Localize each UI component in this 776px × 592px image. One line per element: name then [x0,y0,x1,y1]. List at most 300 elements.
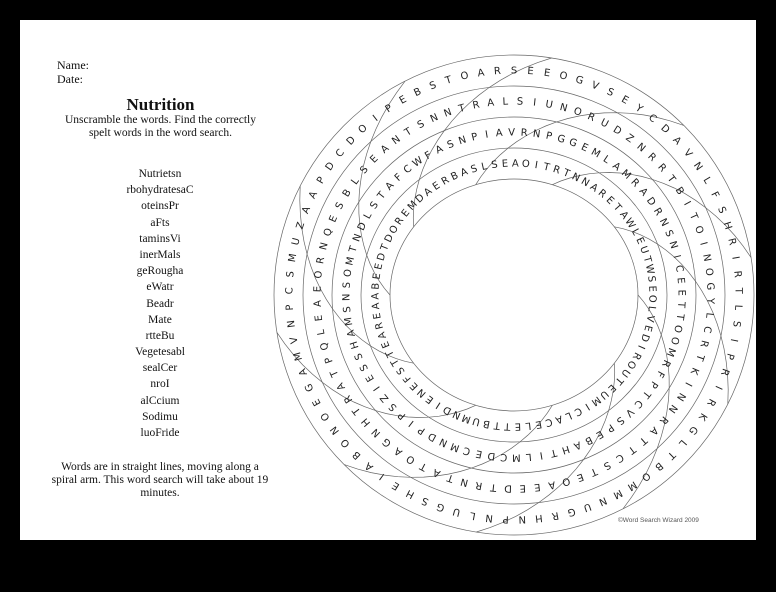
puzzle-letter: S [445,138,456,152]
puzzle-letter: A [300,205,314,216]
ring-boundary [361,148,667,442]
puzzle-letter: R [393,215,407,228]
puzzle-letter: T [664,173,678,186]
puzzle-letter: R [585,111,597,124]
puzzle-letter: S [387,400,400,413]
puzzle-letter: S [510,65,518,77]
puzzle-letter: L [700,175,713,186]
puzzle-letter: I [727,337,740,343]
puzzle-letter: D [355,220,370,233]
puzzle-letter: P [284,304,296,311]
puzzle-letter: V [681,147,695,160]
puzzle-letter: A [376,330,389,341]
puzzle-letter: E [312,285,324,293]
puzzle-letter: L [645,305,657,313]
puzzle-letter: C [284,287,296,295]
puzzle-letter: A [312,299,324,308]
puzzle-letter: C [572,404,584,418]
puzzle-letter: L [676,437,689,449]
puzzle-letter: K [695,410,709,423]
puzzle-letter: O [318,410,333,423]
puzzle-letter: N [665,402,680,415]
puzzle-letter: A [547,478,557,491]
puzzle-letter: L [349,175,362,187]
puzzle-letter: R [520,127,528,140]
puzzle-letter: D [344,134,358,148]
puzzle-letter: N [484,511,494,524]
puzzle-letter: U [451,505,462,518]
puzzle-letter: R [725,237,738,247]
puzzle-letter: B [412,86,424,100]
puzzle-letter: E [371,311,384,320]
puzzle-letter: R [731,270,743,279]
puzzle-letter: Z [378,391,392,404]
puzzle-letter: U [637,244,651,256]
spiral-word-search [20,20,756,540]
puzzle-letter: T [640,255,653,264]
puzzle-letter: T [350,404,364,417]
puzzle-letter: R [595,187,609,201]
puzzle-letter: P [544,130,553,143]
puzzle-letter: T [693,352,706,363]
ring-boundary [387,179,638,411]
puzzle-letter: R [629,350,643,362]
puzzle-letter: U [544,99,554,112]
puzzle-letter: E [313,314,326,322]
worksheet-title: Nutrition [126,95,195,114]
puzzle-letter: R [315,256,328,265]
puzzle-letter: H [359,415,373,429]
puzzle-letter: R [342,392,356,405]
scrambled-word: Beadr [146,297,174,310]
puzzle-letter: F [708,190,721,201]
puzzle-letter: C [462,444,472,457]
puzzle-letter: I [371,113,381,125]
puzzle-letter: P [396,409,409,422]
puzzle-letter: A [571,438,583,452]
spiral-arm-divider [476,363,614,532]
puzzle-letter: T [493,419,501,431]
puzzle-letter: R [628,176,642,190]
puzzle-letter: S [645,275,657,283]
scrambled-word: nroI [150,378,170,391]
puzzle-letter: S [285,270,297,278]
puzzle-letter: M [588,393,603,408]
puzzle-letter: E [579,141,590,155]
puzzle-letter: U [471,414,482,428]
puzzle-letter: C [333,147,347,160]
puzzle-letter: O [387,223,401,236]
puzzle-letter: T [686,211,700,222]
puzzle-letter: I [582,400,592,412]
puzzle-letter: T [504,420,511,432]
puzzle-letter: E [397,94,409,107]
puzzle-letter: N [369,425,383,439]
puzzle-letter: E [633,235,647,247]
puzzle-letter: U [290,236,303,247]
puzzle-letter: M [344,255,357,267]
puzzle-letter: M [405,198,420,213]
puzzle-letter: S [368,199,382,212]
puzzle-letter: N [518,513,527,525]
puzzle-letter: M [343,316,356,327]
scrambled-word: Vegetesabl [135,346,185,359]
puzzle-letter: O [342,268,355,278]
puzzle-letter: S [662,228,675,239]
puzzle-letter: Z [294,220,308,231]
puzzle-letter: M [618,167,633,182]
puzzle-letter: E [399,207,413,220]
puzzle-letter: I [533,160,539,172]
puzzle-letter: R [697,338,710,349]
puzzle-letter: Q [318,340,332,352]
puzzle-letter: C [631,397,645,410]
puzzle-letter: M [611,486,624,501]
puzzle-letter: D [486,449,496,462]
puzzle-letter: T [444,74,454,87]
puzzle-letter: E [474,447,484,460]
puzzle-letter: G [555,133,567,146]
puzzle-letter: E [430,180,443,193]
footer-note: Words are in straight lines, moving along a spiral arm. This word search will take about 19 minutes. [51,461,269,499]
worksheet [20,20,756,540]
puzzle-letter: G [380,435,394,449]
puzzle-letter: E [603,194,616,207]
puzzle-letter: M [286,252,300,264]
puzzle-letter: D [413,192,427,206]
puzzle-letter: R [493,65,502,78]
puzzle-letter: E [327,214,341,225]
puzzle-letter: S [341,281,353,289]
puzzle-letter: V [589,79,601,93]
puzzle-letter: O [404,452,418,466]
puzzle-letter: N [390,133,403,148]
puzzle-letter: S [604,86,616,100]
scrambled-word: rbohydratesaC [126,184,194,197]
puzzle-letter: F [423,149,434,163]
puzzle-letter: A [647,424,660,437]
puzzle-letter: L [525,450,533,463]
puzzle-letter: N [532,128,542,141]
puzzle-letter: A [383,180,397,193]
puzzle-letter: I [538,449,544,461]
puzzle-letter: Q [322,227,336,239]
puzzle-letter: R [718,366,731,378]
puzzle-letter: T [542,161,551,174]
puzzle-letter: S [428,79,439,93]
puzzle-letter: T [636,434,649,447]
puzzle-letter: A [345,328,358,338]
puzzle-letter: G [435,500,447,514]
puzzle-letter: N [428,112,441,126]
puzzle-letter: O [639,469,653,483]
puzzle-letter: O [702,267,715,277]
puzzle-letter: O [692,224,706,236]
puzzle-letter: T [561,167,572,180]
puzzle-letter: H [560,442,571,456]
puzzle-letter: E [310,396,324,408]
puzzle-letter: A [459,166,470,180]
date-label: Date: [57,72,83,86]
puzzle-letter: C [613,451,626,465]
puzzle-letter: O [356,122,370,137]
puzzle-letter: V [508,127,516,139]
puzzle-letter: G [686,423,700,437]
puzzle-letter: T [625,443,638,456]
puzzle-letter: S [358,362,371,373]
puzzle-letter: E [641,323,654,333]
spiral-arm-divider [359,81,405,295]
puzzle-letter: E [501,158,509,170]
puzzle-letter: I [377,470,387,482]
puzzle-letter: A [670,134,684,148]
puzzle-letter: O [646,294,658,303]
puzzle-letter: E [519,482,527,494]
puzzle-letter: P [647,378,660,390]
puzzle-letter: G [574,74,585,88]
scrambled-word: taminsVi [139,232,181,245]
scrambled-word: sealCer [142,362,178,375]
puzzle-letter: T [403,126,415,139]
puzzle-letter: O [571,105,583,119]
instructions: Unscramble the words. Find the correctly spelt words in the word search. [65,114,256,139]
puzzle-letter: W [642,263,656,276]
puzzle-letter: D [610,124,624,138]
copyright: ©Word Search Wizard 2009 [618,517,699,524]
puzzle-letter: N [558,102,569,115]
spiral-letters [284,66,743,525]
puzzle-letter: N [459,475,470,488]
puzzle-letter: L [502,96,509,108]
puzzle-letter: H [720,220,734,232]
puzzle-letter: U [597,387,611,402]
puzzle-letter: G [566,505,577,518]
puzzle-letter: T [588,465,599,478]
puzzle-letter: Y [704,297,716,305]
puzzle-letter: B [350,448,364,462]
puzzle-letter: I [682,380,694,388]
puzzle-letter: M [292,350,306,362]
puzzle-letter: R [645,151,658,164]
puzzle-letter: A [636,186,650,199]
puzzle-letter: S [394,364,408,377]
puzzle-letter: S [341,305,354,314]
puzzle-letter: E [379,339,393,350]
puzzle-letter: A [431,466,443,479]
puzzle-letter: T [612,374,625,387]
puzzle-letter: I [712,383,724,392]
ring-boundary [332,117,696,473]
puzzle-letter: O [558,70,569,83]
puzzle-letter: H [404,486,417,501]
puzzle-letter: L [480,161,489,174]
puzzle-letter: W [622,216,637,231]
puzzle-letter: B [370,282,383,291]
puzzle-letter: R [655,161,669,175]
puzzle-letter: Y [633,102,645,116]
puzzle-letter: M [625,478,639,493]
puzzle-letter: T [664,448,677,461]
puzzle-letter: A [378,143,392,156]
puzzle-letter: A [553,412,564,426]
puzzle-letter: B [482,417,492,430]
puzzle-letter: N [341,293,353,302]
puzzle-letter: I [407,417,417,429]
puzzle-letter: P [723,351,736,361]
puzzle-letter: E [526,65,535,78]
puzzle-letter: Z [623,132,636,146]
puzzle-letter: T [375,190,389,202]
puzzle-letter: V [643,314,656,323]
puzzle-letter: R [656,413,670,427]
scrambled-word: eWatr [146,281,174,294]
puzzle-letter: L [563,409,574,422]
puzzle-letter: E [543,67,551,80]
puzzle-letter: S [353,351,366,362]
puzzle-letter: H [534,511,544,524]
puzzle-letter: P [383,102,395,116]
puzzle-letter: S [715,205,728,216]
puzzle-letter: D [426,429,439,444]
puzzle-letter: S [420,494,431,508]
puzzle-letter: I [532,97,537,109]
puzzle-letter: D [441,403,454,417]
puzzle-letter: B [583,433,595,447]
puzzle-letter: R [439,174,452,188]
puzzle-letter: E [408,379,421,392]
puzzle-letter: D [375,251,389,263]
puzzle-letter: P [315,175,328,187]
puzzle-letter: L [315,328,328,337]
puzzle-letter: E [424,392,436,406]
puzzle-letter: O [671,323,684,334]
puzzle-letter: R [704,396,718,408]
puzzle-letter: E [373,262,386,271]
puzzle-letter: U [618,366,632,379]
puzzle-letter: O [339,436,353,450]
puzzle-letter: S [516,96,524,108]
puzzle-letter: R [474,478,484,491]
puzzle-letter: R [650,206,664,218]
puzzle-letter: O [313,270,325,280]
puzzle-letter: I [484,129,490,141]
puzzle-letter: M [511,451,521,463]
puzzle-letter: C [646,112,659,126]
puzzle-letter: C [672,264,685,274]
puzzle-letter: F [401,372,414,385]
puzzle-letter: R [659,357,672,369]
puzzle-letter: N [674,390,688,403]
scrambled-word: Sodimu [142,410,178,423]
puzzle-letter: N [690,160,705,173]
puzzle-letter: A [334,380,348,392]
puzzle-letter: T [549,446,558,459]
puzzle-letter: A [610,160,623,174]
puzzle-letter: E [605,381,618,394]
name-label: Name: [57,58,89,72]
puzzle-letter: N [328,423,342,437]
puzzle-letter: N [596,494,609,508]
puzzle-letter: E [675,289,687,296]
puzzle-letter: M [589,146,602,161]
puzzle-letter: D [382,232,397,245]
puzzle-letter: N [666,239,680,251]
puzzle-letter: C [401,163,415,177]
puzzle-letter: P [604,421,616,434]
puzzle-letter: L [469,509,477,522]
puzzle-letter: N [415,386,429,400]
puzzle-letter: I [729,255,741,261]
puzzle-letter: T [418,459,429,473]
puzzle-letter: D [504,482,513,494]
puzzle-letter: E [534,417,543,430]
puzzle-letter: F [392,171,405,184]
puzzle-letter: R [550,509,560,522]
puzzle-letter: S [490,159,499,172]
scrambled-word: rtteBu [145,329,175,342]
scrambled-word: geRougha [136,265,184,278]
puzzle-letter: N [634,141,648,155]
puzzle-letter: T [389,356,402,368]
scrambled-word: luoFride [140,427,180,439]
puzzle-letter: G [704,282,716,291]
puzzle-letter: A [486,97,495,110]
puzzle-letter: T [384,348,397,359]
puzzle-letter: U [598,117,611,131]
puzzle-letter: A [392,444,405,458]
puzzle-letter: L [703,311,715,319]
puzzle-letter: A [307,189,320,201]
puzzle-letter: M [460,411,473,425]
puzzle-letter: D [658,122,672,137]
puzzle-letter: A [363,459,376,473]
scrambled-word: inerMals [139,248,181,261]
puzzle-letter: I [635,343,647,351]
puzzle-letter: I [681,199,693,208]
puzzle-letter: C [500,450,508,463]
puzzle-letter: U [581,500,593,514]
puzzle-letter: S [358,164,371,177]
puzzle-letter: S [601,458,613,472]
puzzle-letter: O [560,474,572,488]
puzzle-letter: L [524,419,532,432]
puzzle-letter: I [697,240,709,247]
puzzle-letter: O [624,358,638,371]
scrambled-word: aFts [150,216,170,229]
puzzle-letter: N [578,176,592,190]
puzzle-letter: R [373,321,387,331]
puzzle-letter: T [489,481,498,493]
puzzle-letter: E [368,153,381,166]
puzzle-letter: A [297,366,310,378]
puzzle-letter: T [610,201,624,214]
scrambled-word: Mate [148,313,172,326]
puzzle-letter: L [732,304,744,311]
puzzle-letter: L [628,226,642,238]
ring-boundary [303,86,725,504]
puzzle-letter: M [663,346,677,359]
puzzle-letter: S [614,413,626,427]
puzzle-letter: S [469,163,479,176]
puzzle-letter: E [364,372,377,384]
puzzle-letter: F [653,368,667,380]
puzzle-letter: T [347,244,360,254]
puzzle-letter: E [390,479,402,492]
puzzle-letter: C [700,325,713,334]
puzzle-letter: N [656,216,670,229]
puzzle-letter: L [600,153,612,167]
puzzle-letter: T [673,313,686,321]
